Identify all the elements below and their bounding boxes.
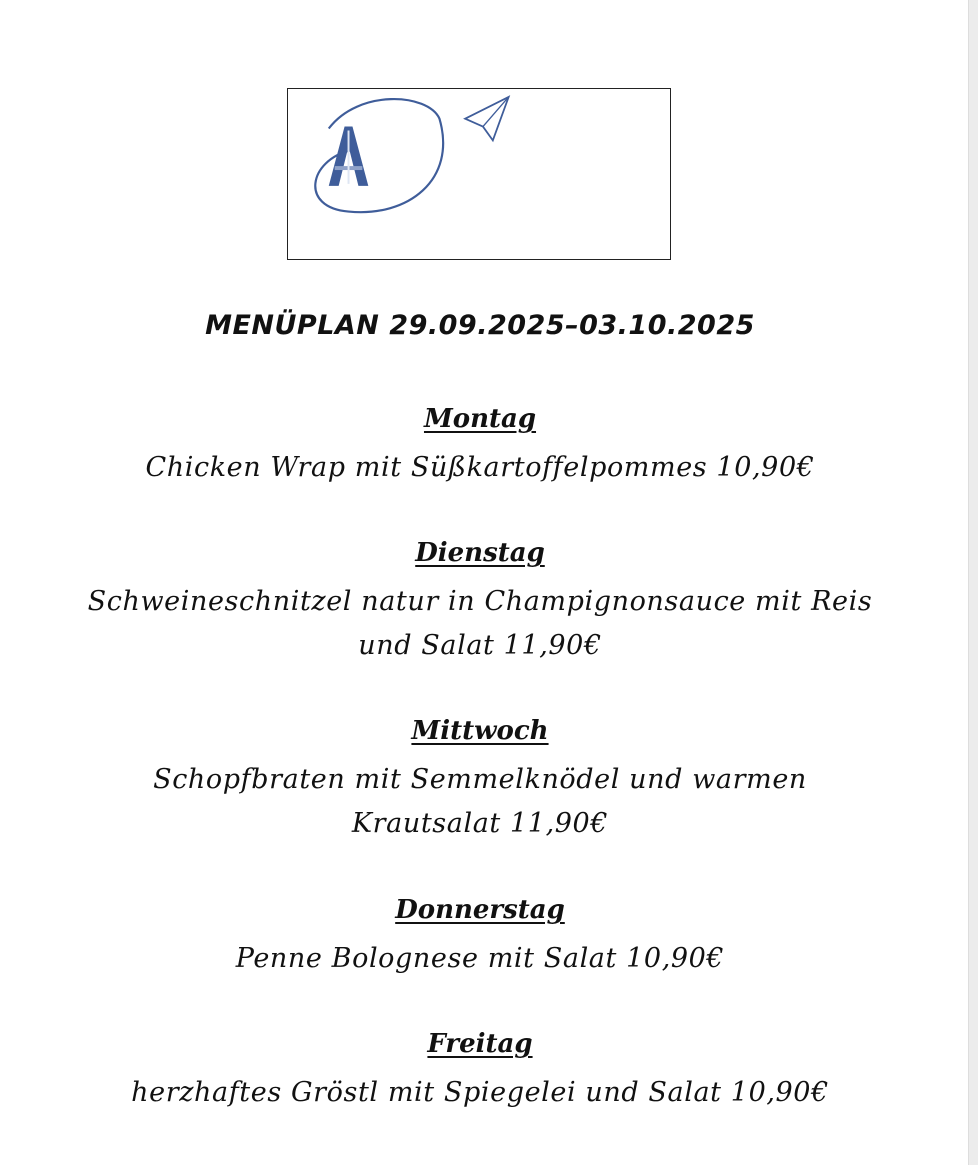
day-section-montag xyxy=(0,402,960,490)
airline-imbiss-logo xyxy=(287,88,671,260)
day-section-mittwoch xyxy=(0,714,960,846)
day-section-dienstag xyxy=(0,536,960,668)
day-section-freitag xyxy=(0,1027,960,1115)
dish-text: Chicken Wrap mit Süßkartoffelpommes 10,90€ xyxy=(145,452,815,483)
day-heading: Dienstag xyxy=(415,538,545,568)
day-heading: Freitag xyxy=(427,1029,533,1059)
day-section-donnerstag xyxy=(0,893,960,981)
day-heading: Montag xyxy=(423,404,537,434)
dish-text: Schweineschnitzel natur in Champignonsauce mit Reis und Salat 11,90€ xyxy=(87,586,873,661)
dish-text: Schopfbraten mit Semmelknödel und warmen Krautsalat 11,90€ xyxy=(153,764,807,839)
day-heading: Mittwoch xyxy=(411,716,549,746)
dish-text: herzhaftes Gröstl mit Spiegelei und Salat 10,90€ xyxy=(131,1077,829,1108)
swoosh-icon xyxy=(315,99,443,212)
day-heading: Donnerstag xyxy=(395,895,565,925)
menu-title: MENÜPLAN 29.09.2025–03.10.2025 xyxy=(205,310,755,341)
dish-text: Penne Bolognese mit Salat 10,90€ xyxy=(235,943,725,974)
scrollbar-edge[interactable] xyxy=(968,0,978,1165)
logo-graphic xyxy=(288,89,670,259)
